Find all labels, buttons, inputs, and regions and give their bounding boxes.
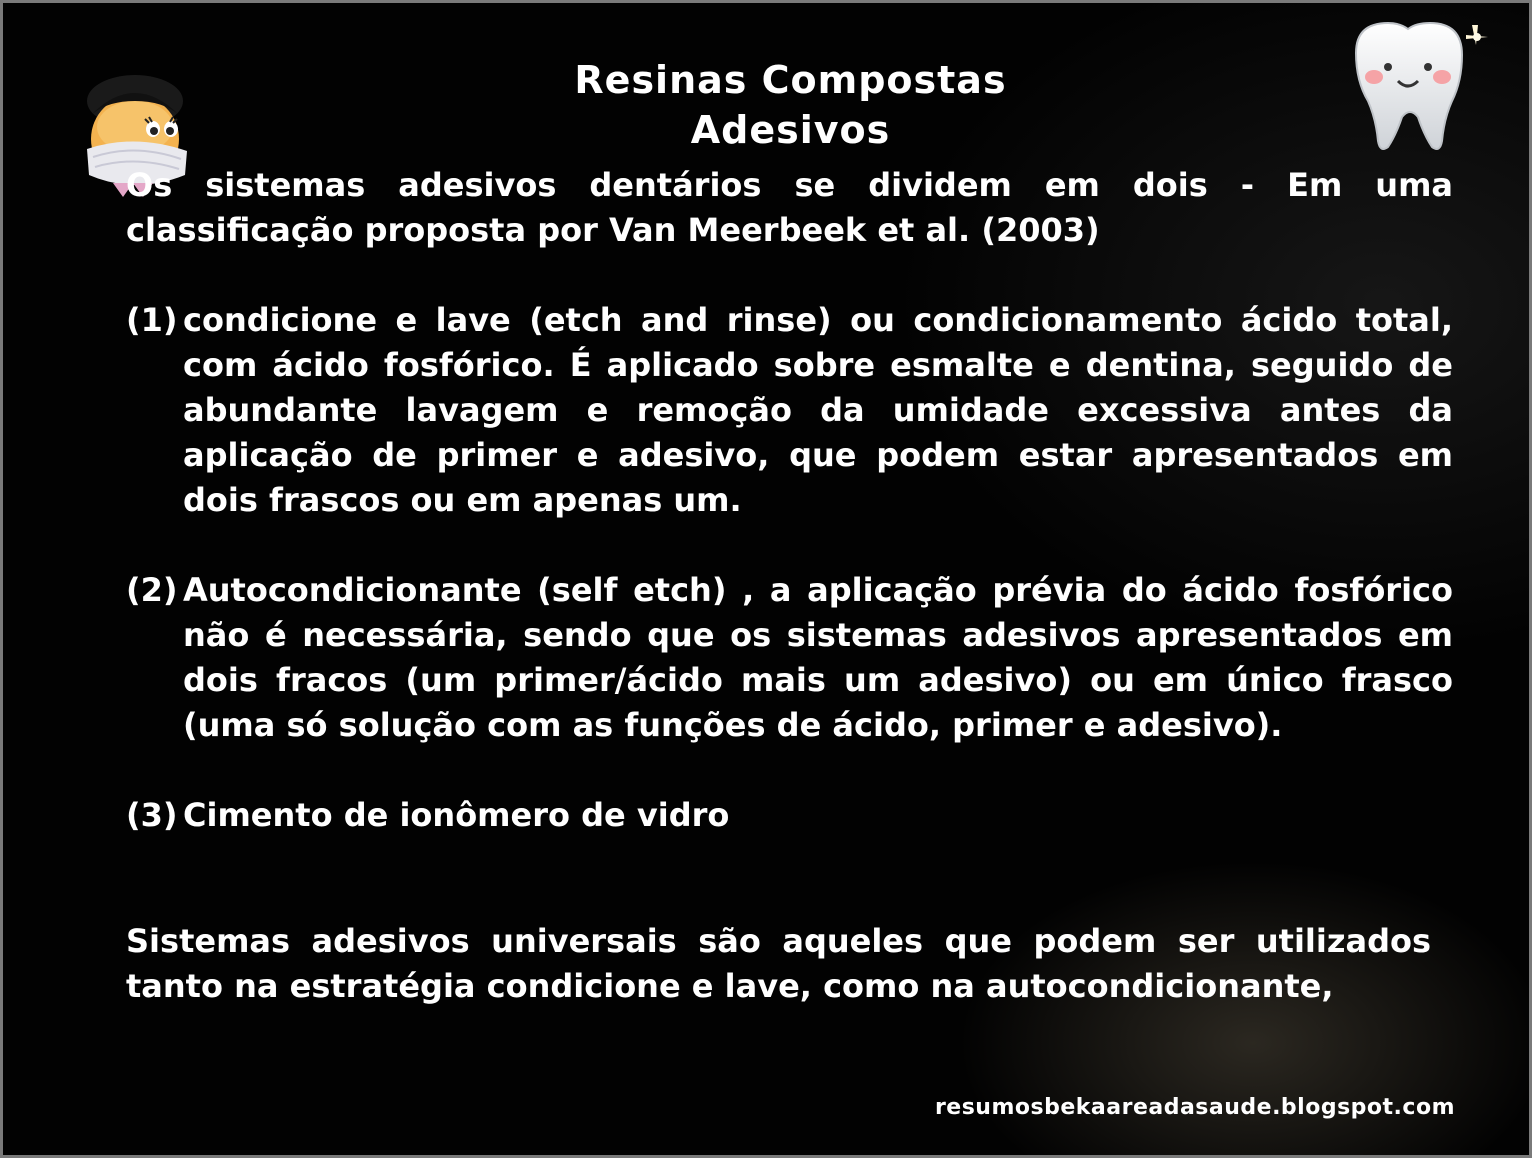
list-item-number: (3) <box>126 796 178 834</box>
list-item <box>126 298 1453 523</box>
universal-paragraph: Sistemas adesivos universais são aqueles que podem ser utilizados tanto na estratégia condicione e lave, como na autocondicionante, <box>126 922 1431 1005</box>
slide-title: Resinas Compostas <box>574 58 1007 102</box>
footer-url: resumosbekaareadasaude.blogspot.com <box>934 1095 1455 1120</box>
list-item-text: Cimento de ionômero de vidro <box>183 796 730 834</box>
intro-paragraph: Os sistemas adesivos dentários se dividem em dois - Em uma classificação proposta por Van Meerbeek et al. (2003) <box>126 166 1453 249</box>
slide-subtitle: Adesivos <box>690 108 891 152</box>
list-item <box>126 793 1453 838</box>
list-item-text: condicione e lave (etch and rinse) ou condicionamento ácido total, com ácido fosfórico. É aplicado sobre esmalte e dentina, seguido de abundante lavagem e remoção da umidade excessiva antes da aplicação de primer e adesivo, que podem estar apresentados em dois frascos ou em apenas um. <box>183 301 1453 519</box>
list-item-text: Autocondicionante (self etch) , a aplicação prévia do ácido fosfórico não é necessária, sendo que os sistemas adesivos apresentados em dois fracos (um primer/ácido mais um adesivo) ou em único frasco (uma só solução com as funções de ácido, primer e adesivo). <box>183 571 1453 744</box>
list-item-number: (2) <box>126 571 178 609</box>
list-item-number: (1) <box>126 301 178 339</box>
list-item <box>126 568 1453 748</box>
